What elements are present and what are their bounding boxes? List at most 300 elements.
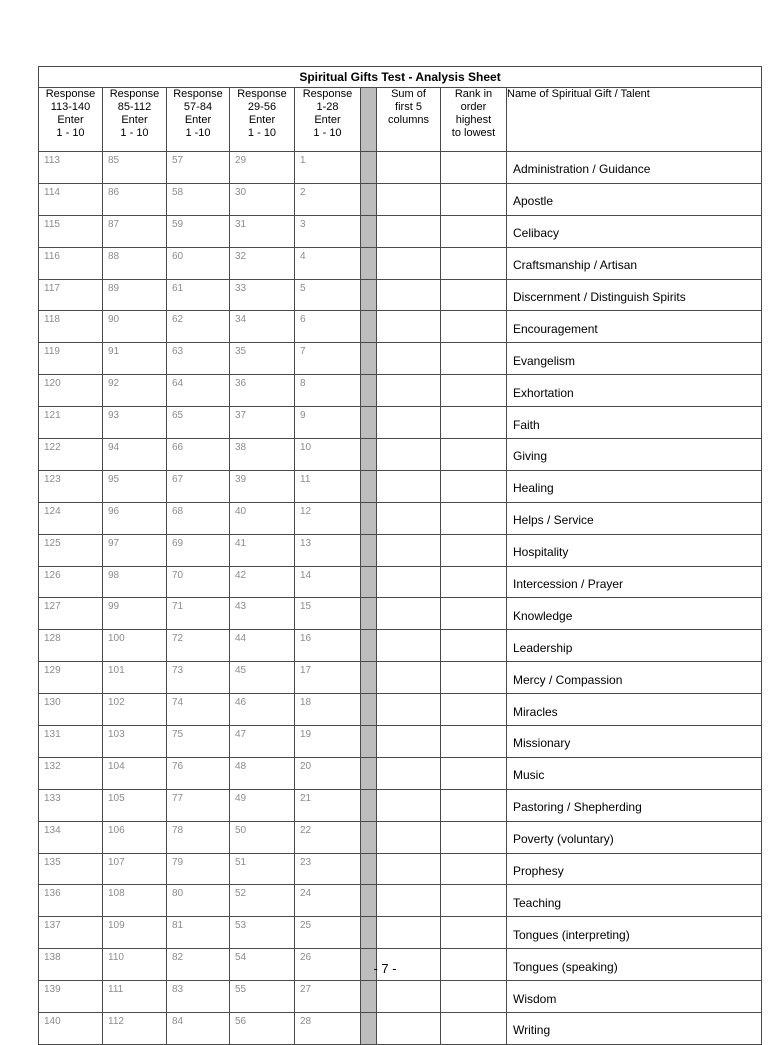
sum-cell[interactable] <box>377 1013 441 1045</box>
response-entry-cell[interactable]: 50 <box>230 821 295 853</box>
header-line: columns <box>388 114 429 126</box>
table-row <box>39 630 762 662</box>
sum-cell[interactable] <box>377 247 441 279</box>
response-entry-cell[interactable]: 97 <box>103 534 167 566</box>
response-entry-cell[interactable]: 110 <box>103 949 167 981</box>
header-line: Rank in <box>454 88 493 100</box>
response-entry-cell[interactable]: 62 <box>167 311 230 343</box>
header-response-1-28 <box>295 88 361 152</box>
gift-name-cell: Exhortation <box>507 375 762 407</box>
response-entry-cell[interactable]: 53 <box>230 917 295 949</box>
gift-name-cell: Wisdom <box>507 981 762 1013</box>
response-entry-cell[interactable]: 79 <box>167 853 230 885</box>
response-entry-cell[interactable]: 83 <box>167 981 230 1013</box>
sum-cell[interactable] <box>377 757 441 789</box>
response-entry-cell[interactable]: 65 <box>167 407 230 439</box>
response-entry-cell[interactable]: 60 <box>167 247 230 279</box>
header-line: Response <box>109 88 160 100</box>
response-entry-cell[interactable]: 88 <box>103 247 167 279</box>
response-entry-cell[interactable]: 69 <box>167 534 230 566</box>
response-entry-cell[interactable]: 22 <box>295 821 361 853</box>
response-entry-cell[interactable]: 127 <box>39 598 103 630</box>
sum-cell[interactable] <box>377 279 441 311</box>
table-row <box>39 215 762 247</box>
shaded-divider-cell <box>361 439 377 471</box>
response-entry-cell[interactable]: 52 <box>230 885 295 917</box>
header-line: 85-112 <box>117 101 152 113</box>
sum-cell[interactable] <box>377 598 441 630</box>
table-row <box>39 1013 762 1045</box>
response-entry-cell[interactable]: 18 <box>295 694 361 726</box>
table-row <box>39 375 762 407</box>
gift-name-cell: Poverty (voluntary) <box>507 821 762 853</box>
response-entry-cell[interactable]: 63 <box>167 343 230 375</box>
sum-cell[interactable] <box>377 917 441 949</box>
response-entry-cell[interactable]: 45 <box>230 662 295 694</box>
response-entry-cell[interactable]: 19 <box>295 726 361 758</box>
table-row <box>39 279 762 311</box>
response-entry-cell[interactable]: 2 <box>295 183 361 215</box>
header-line: 1 - 10 <box>120 127 149 139</box>
gift-name-cell: Craftsmanship / Artisan <box>507 247 762 279</box>
response-entry-cell[interactable]: 48 <box>230 757 295 789</box>
response-entry-cell[interactable]: 103 <box>103 726 167 758</box>
sum-cell[interactable] <box>377 726 441 758</box>
response-entry-cell[interactable]: 66 <box>167 439 230 471</box>
rank-cell[interactable] <box>441 694 507 726</box>
gift-name-cell: Missionary <box>507 726 762 758</box>
rank-cell[interactable] <box>441 821 507 853</box>
shaded-divider-cell <box>361 917 377 949</box>
header-line: to lowest <box>451 127 496 139</box>
table-row <box>39 662 762 694</box>
sum-cell[interactable] <box>377 311 441 343</box>
shaded-divider-header <box>361 88 377 152</box>
gift-name-cell: Celibacy <box>507 215 762 247</box>
response-entry-cell[interactable]: 40 <box>230 502 295 534</box>
table-row <box>39 566 762 598</box>
header-line: 57-84 <box>183 101 213 113</box>
sum-cell[interactable] <box>377 215 441 247</box>
header-line: 1 -10 <box>185 127 211 139</box>
header-line: highest <box>455 114 492 126</box>
response-entry-cell[interactable]: 11 <box>295 470 361 502</box>
table-row <box>39 757 762 789</box>
rank-cell[interactable] <box>441 470 507 502</box>
sum-cell[interactable] <box>377 566 441 598</box>
gift-name-cell: Hospitality <box>507 534 762 566</box>
response-entry-cell[interactable]: 68 <box>167 502 230 534</box>
response-entry-cell[interactable]: 31 <box>230 215 295 247</box>
response-entry-cell[interactable]: 5 <box>295 279 361 311</box>
header-line: Enter <box>184 114 212 126</box>
sheet-title: Spiritual Gifts Test - Analysis Sheet <box>39 67 762 88</box>
rank-cell[interactable] <box>441 662 507 694</box>
rank-cell[interactable] <box>441 215 507 247</box>
table-row <box>39 152 762 184</box>
response-entry-cell[interactable]: 20 <box>295 757 361 789</box>
response-entry-cell[interactable]: 51 <box>230 853 295 885</box>
gift-name-cell: Prophesy <box>507 853 762 885</box>
response-entry-cell[interactable]: 27 <box>295 981 361 1013</box>
response-entry-cell[interactable]: 121 <box>39 407 103 439</box>
rank-cell[interactable] <box>441 885 507 917</box>
response-entry-cell[interactable]: 13 <box>295 534 361 566</box>
response-entry-cell[interactable]: 28 <box>295 1013 361 1045</box>
response-entry-cell[interactable]: 7 <box>295 343 361 375</box>
response-entry-cell[interactable]: 137 <box>39 917 103 949</box>
rank-cell[interactable] <box>441 853 507 885</box>
response-entry-cell[interactable]: 115 <box>39 215 103 247</box>
response-entry-cell[interactable]: 29 <box>230 152 295 184</box>
rank-cell[interactable] <box>441 502 507 534</box>
table-row <box>39 726 762 758</box>
header-line: Enter <box>248 114 276 126</box>
response-entry-cell[interactable]: 30 <box>230 183 295 215</box>
response-entry-cell[interactable]: 111 <box>103 981 167 1013</box>
response-entry-cell[interactable]: 109 <box>103 917 167 949</box>
response-entry-cell[interactable]: 123 <box>39 470 103 502</box>
sum-cell[interactable] <box>377 343 441 375</box>
gift-name-cell: Music <box>507 757 762 789</box>
sum-cell[interactable] <box>377 789 441 821</box>
gift-name-cell: Giving <box>507 439 762 471</box>
response-entry-cell[interactable]: 15 <box>295 598 361 630</box>
table-row <box>39 821 762 853</box>
response-entry-cell[interactable]: 49 <box>230 789 295 821</box>
header-line: Response <box>45 88 96 100</box>
response-entry-cell[interactable]: 101 <box>103 662 167 694</box>
header-line: Response <box>302 88 353 100</box>
response-entry-cell[interactable]: 93 <box>103 407 167 439</box>
response-entry-cell[interactable]: 96 <box>103 502 167 534</box>
response-entry-cell[interactable]: 135 <box>39 853 103 885</box>
response-entry-cell[interactable]: 25 <box>295 917 361 949</box>
response-entry-cell[interactable]: 74 <box>167 694 230 726</box>
analysis-sheet-table <box>38 66 762 1045</box>
shaded-divider-cell <box>361 981 377 1013</box>
gift-name-cell: Intercession / Prayer <box>507 566 762 598</box>
response-entry-cell[interactable]: 116 <box>39 247 103 279</box>
response-entry-cell[interactable]: 59 <box>167 215 230 247</box>
response-entry-cell[interactable]: 133 <box>39 789 103 821</box>
shaded-divider-cell <box>361 215 377 247</box>
response-entry-cell[interactable]: 71 <box>167 598 230 630</box>
response-entry-cell[interactable]: 89 <box>103 279 167 311</box>
rank-cell[interactable] <box>441 917 507 949</box>
rank-cell[interactable] <box>441 757 507 789</box>
shaded-divider-cell <box>361 885 377 917</box>
gift-name-cell: Discernment / Distinguish Spirits <box>507 279 762 311</box>
response-entry-cell[interactable]: 37 <box>230 407 295 439</box>
shaded-divider-cell <box>361 247 377 279</box>
header-line: Sum of <box>391 88 426 100</box>
response-entry-cell[interactable]: 58 <box>167 183 230 215</box>
rank-cell[interactable] <box>441 311 507 343</box>
table-row <box>39 247 762 279</box>
response-entry-cell[interactable]: 126 <box>39 566 103 598</box>
rank-cell[interactable] <box>441 1013 507 1045</box>
rank-cell[interactable] <box>441 981 507 1013</box>
response-entry-cell[interactable]: 23 <box>295 853 361 885</box>
table-row <box>39 470 762 502</box>
gift-name-cell: Knowledge <box>507 598 762 630</box>
response-entry-cell[interactable]: 98 <box>103 566 167 598</box>
shaded-divider-cell <box>361 311 377 343</box>
response-entry-cell[interactable]: 33 <box>230 279 295 311</box>
sum-cell[interactable] <box>377 694 441 726</box>
response-entry-cell[interactable]: 129 <box>39 662 103 694</box>
header-line: 1 - 10 <box>313 127 342 139</box>
rank-cell[interactable] <box>441 343 507 375</box>
header-rank <box>441 88 507 152</box>
response-entry-cell[interactable]: 112 <box>103 1013 167 1045</box>
page-number: - 7 - <box>373 961 397 976</box>
gift-name-cell: Leadership <box>507 630 762 662</box>
sum-cell[interactable] <box>377 630 441 662</box>
response-entry-cell[interactable]: 91 <box>103 343 167 375</box>
response-entry-cell[interactable]: 41 <box>230 534 295 566</box>
response-entry-cell[interactable]: 114 <box>39 183 103 215</box>
response-entry-cell[interactable]: 3 <box>295 215 361 247</box>
table-row <box>39 917 762 949</box>
response-entry-cell[interactable]: 26 <box>295 949 361 981</box>
header-line: Enter <box>57 114 84 126</box>
response-entry-cell[interactable]: 85 <box>103 152 167 184</box>
response-entry-cell[interactable]: 113 <box>39 152 103 184</box>
response-entry-cell[interactable]: 105 <box>103 789 167 821</box>
response-entry-cell[interactable]: 34 <box>230 311 295 343</box>
response-entry-cell[interactable]: 81 <box>167 917 230 949</box>
sum-cell[interactable] <box>377 853 441 885</box>
response-entry-cell[interactable]: 78 <box>167 821 230 853</box>
header-gift-name: Name of Spiritual Gift / Talent <box>507 88 762 152</box>
response-entry-cell[interactable]: 8 <box>295 375 361 407</box>
response-entry-cell[interactable]: 55 <box>230 981 295 1013</box>
sum-cell[interactable] <box>377 885 441 917</box>
response-entry-cell[interactable]: 64 <box>167 375 230 407</box>
table-row <box>39 502 762 534</box>
table-row <box>39 183 762 215</box>
rank-cell[interactable] <box>441 789 507 821</box>
response-entry-cell[interactable]: 57 <box>167 152 230 184</box>
response-entry-cell[interactable]: 86 <box>103 183 167 215</box>
response-entry-cell[interactable]: 9 <box>295 407 361 439</box>
gift-name-cell: Faith <box>507 407 762 439</box>
gift-name-cell: Writing <box>507 1013 762 1045</box>
response-entry-cell[interactable]: 117 <box>39 279 103 311</box>
response-entry-cell[interactable]: 70 <box>167 566 230 598</box>
table-row <box>39 694 762 726</box>
header-response-29-56 <box>230 88 295 152</box>
sum-cell[interactable] <box>377 502 441 534</box>
response-entry-cell[interactable]: 14 <box>295 566 361 598</box>
sum-cell[interactable] <box>377 439 441 471</box>
response-entry-cell[interactable]: 106 <box>103 821 167 853</box>
table-row <box>39 534 762 566</box>
shaded-divider-cell <box>361 279 377 311</box>
table-row <box>39 407 762 439</box>
rank-cell[interactable] <box>441 183 507 215</box>
response-entry-cell[interactable]: 35 <box>230 343 295 375</box>
response-entry-cell[interactable]: 21 <box>295 789 361 821</box>
response-entry-cell[interactable]: 12 <box>295 502 361 534</box>
gift-name-cell: Pastoring / Shepherding <box>507 789 762 821</box>
response-entry-cell[interactable]: 32 <box>230 247 295 279</box>
response-entry-cell[interactable]: 107 <box>103 853 167 885</box>
response-entry-cell[interactable]: 54 <box>230 949 295 981</box>
response-entry-cell[interactable]: 99 <box>103 598 167 630</box>
header-response-57-84 <box>167 88 230 152</box>
response-entry-cell[interactable]: 138 <box>39 949 103 981</box>
response-entry-cell[interactable]: 140 <box>39 1013 103 1045</box>
response-entry-cell[interactable]: 80 <box>167 885 230 917</box>
shaded-divider-cell <box>361 1013 377 1045</box>
response-entry-cell[interactable]: 139 <box>39 981 103 1013</box>
header-line: order <box>460 101 487 113</box>
response-entry-cell[interactable]: 108 <box>103 885 167 917</box>
sum-cell[interactable] <box>377 981 441 1013</box>
gift-name-cell: Mercy / Compassion <box>507 662 762 694</box>
gift-name-cell: Evangelism <box>507 343 762 375</box>
response-entry-cell[interactable]: 36 <box>230 375 295 407</box>
shaded-divider-cell <box>361 375 377 407</box>
response-entry-cell[interactable]: 102 <box>103 694 167 726</box>
response-entry-cell[interactable]: 67 <box>167 470 230 502</box>
rank-cell[interactable] <box>441 439 507 471</box>
gift-name-cell: Administration / Guidance <box>507 152 762 184</box>
response-entry-cell[interactable]: 130 <box>39 694 103 726</box>
response-entry-cell[interactable]: 43 <box>230 598 295 630</box>
sum-cell[interactable] <box>377 183 441 215</box>
gift-name-cell: Tongues (speaking) <box>507 949 762 981</box>
response-entry-cell[interactable]: 76 <box>167 757 230 789</box>
rank-cell[interactable] <box>441 566 507 598</box>
header-line: Enter <box>314 114 341 126</box>
shaded-divider-cell <box>361 470 377 502</box>
header-line: Response <box>237 88 287 100</box>
table-row <box>39 598 762 630</box>
header-line: 29-56 <box>247 101 277 113</box>
table-row <box>39 343 762 375</box>
response-entry-cell[interactable]: 122 <box>39 439 103 471</box>
sum-cell[interactable] <box>377 152 441 184</box>
response-entry-cell[interactable]: 124 <box>39 502 103 534</box>
response-entry-cell[interactable]: 44 <box>230 630 295 662</box>
response-entry-cell[interactable]: 75 <box>167 726 230 758</box>
response-entry-cell[interactable]: 134 <box>39 821 103 853</box>
sum-cell[interactable] <box>377 821 441 853</box>
response-entry-cell[interactable]: 42 <box>230 566 295 598</box>
response-entry-cell[interactable]: 119 <box>39 343 103 375</box>
response-entry-cell[interactable]: 92 <box>103 375 167 407</box>
gift-name-cell: Healing <box>507 470 762 502</box>
table-row <box>39 981 762 1013</box>
header-line: 1-28 <box>316 101 339 113</box>
response-entry-cell[interactable]: 39 <box>230 470 295 502</box>
response-entry-cell[interactable]: 94 <box>103 439 167 471</box>
response-entry-cell[interactable]: 87 <box>103 215 167 247</box>
response-entry-cell[interactable]: 17 <box>295 662 361 694</box>
response-entry-cell[interactable]: 24 <box>295 885 361 917</box>
sum-cell[interactable] <box>377 662 441 694</box>
response-entry-cell[interactable]: 77 <box>167 789 230 821</box>
rank-cell[interactable] <box>441 279 507 311</box>
rank-cell[interactable] <box>441 407 507 439</box>
rank-cell[interactable] <box>441 534 507 566</box>
response-entry-cell[interactable]: 118 <box>39 311 103 343</box>
shaded-divider-cell <box>361 152 377 184</box>
response-entry-cell[interactable]: 128 <box>39 630 103 662</box>
response-entry-cell[interactable]: 46 <box>230 694 295 726</box>
header-response-85-112 <box>103 88 167 152</box>
sum-cell[interactable] <box>377 470 441 502</box>
shaded-divider-cell <box>361 183 377 215</box>
shaded-divider-cell <box>361 407 377 439</box>
sum-cell[interactable] <box>377 534 441 566</box>
response-entry-cell[interactable]: 6 <box>295 311 361 343</box>
shaded-divider-cell <box>361 502 377 534</box>
header-sum <box>377 88 441 152</box>
sum-cell[interactable] <box>377 375 441 407</box>
header-line: 113-140 <box>50 101 91 113</box>
rank-cell[interactable] <box>441 247 507 279</box>
response-entry-cell[interactable]: 131 <box>39 726 103 758</box>
rank-cell[interactable] <box>441 152 507 184</box>
response-entry-cell[interactable]: 16 <box>295 630 361 662</box>
response-entry-cell[interactable]: 104 <box>103 757 167 789</box>
response-entry-cell[interactable]: 100 <box>103 630 167 662</box>
shaded-divider-cell <box>361 598 377 630</box>
rank-cell[interactable] <box>441 630 507 662</box>
response-entry-cell[interactable]: 120 <box>39 375 103 407</box>
rank-cell[interactable] <box>441 598 507 630</box>
response-entry-cell[interactable]: 38 <box>230 439 295 471</box>
gift-name-cell: Helps / Service <box>507 502 762 534</box>
response-entry-cell[interactable]: 72 <box>167 630 230 662</box>
response-entry-cell[interactable]: 10 <box>295 439 361 471</box>
header-line: first 5 <box>395 101 422 113</box>
response-entry-cell[interactable]: 132 <box>39 757 103 789</box>
response-entry-cell[interactable]: 82 <box>167 949 230 981</box>
rank-cell[interactable] <box>441 375 507 407</box>
shaded-divider-cell <box>361 757 377 789</box>
response-entry-cell[interactable]: 136 <box>39 885 103 917</box>
gift-name-cell: Teaching <box>507 885 762 917</box>
column-header-row <box>39 88 762 152</box>
header-line: 1 - 10 <box>247 127 277 139</box>
sum-cell[interactable] <box>377 407 441 439</box>
shaded-divider-cell <box>361 534 377 566</box>
response-entry-cell[interactable]: 1 <box>295 152 361 184</box>
shaded-divider-cell <box>361 566 377 598</box>
response-entry-cell[interactable]: 95 <box>103 470 167 502</box>
shaded-divider-cell <box>361 853 377 885</box>
response-entry-cell[interactable]: 56 <box>230 1013 295 1045</box>
rank-cell[interactable] <box>441 726 507 758</box>
shaded-divider-cell <box>361 662 377 694</box>
response-entry-cell[interactable]: 84 <box>167 1013 230 1045</box>
response-entry-cell[interactable]: 125 <box>39 534 103 566</box>
response-entry-cell[interactable]: 90 <box>103 311 167 343</box>
response-entry-cell[interactable]: 4 <box>295 247 361 279</box>
shaded-divider-cell <box>361 694 377 726</box>
table-row <box>39 311 762 343</box>
response-entry-cell[interactable]: 61 <box>167 279 230 311</box>
response-entry-cell[interactable]: 73 <box>167 662 230 694</box>
response-entry-cell[interactable]: 47 <box>230 726 295 758</box>
shaded-divider-cell <box>361 821 377 853</box>
